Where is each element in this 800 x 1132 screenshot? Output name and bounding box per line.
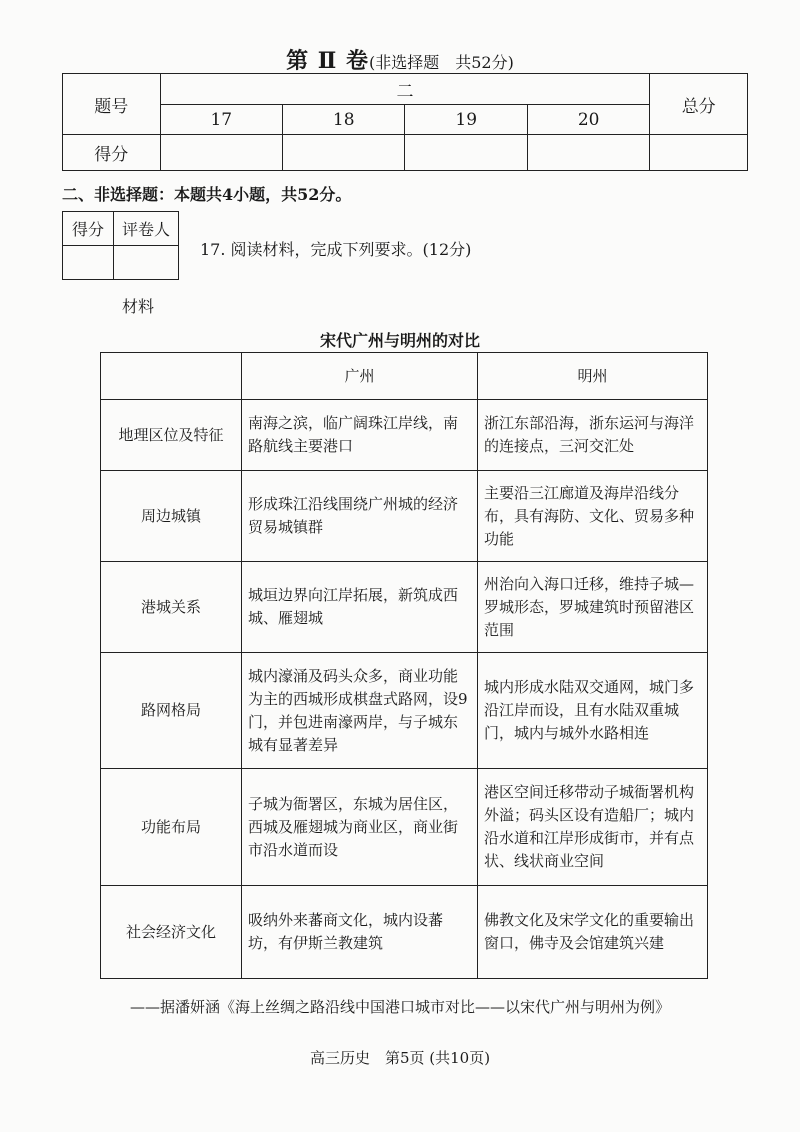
cell-guangzhou: 南海之滨，临广阔珠江岸线，南路航线主要港口 bbox=[242, 400, 478, 471]
grader-score-cell[interactable] bbox=[63, 246, 114, 280]
compare-header-guangzhou: 广州 bbox=[242, 353, 478, 400]
page-footer: 高三历史 第5页 (共10页) bbox=[309, 1049, 491, 1067]
score-cell-total[interactable] bbox=[650, 135, 748, 171]
material-label: 材料 bbox=[122, 297, 155, 316]
source-citation: ——据潘妍涵《海上丝绸之路沿线中国港口城市对比——以宋代广州与明州为例》 bbox=[129, 998, 670, 1016]
row-label: 周边城镇 bbox=[101, 471, 242, 562]
question-17: 17. 阅读材料，完成下列要求。(12分) bbox=[200, 240, 472, 259]
score-cell[interactable] bbox=[527, 135, 649, 171]
score-table-score-label: 得分 bbox=[63, 135, 161, 171]
score-table-total-label: 总分 bbox=[650, 74, 748, 135]
cell-mingzhou: 州治向入海口迁移，维持子城—罗城形态，罗城建筑时预留港区范围 bbox=[478, 562, 708, 653]
row-label: 地理区位及特征 bbox=[101, 400, 242, 471]
score-table-part: 二 bbox=[160, 74, 650, 105]
grader-box-score-label: 得分 bbox=[63, 212, 114, 246]
row-label: 社会经济文化 bbox=[101, 886, 242, 979]
cell-guangzhou: 形成珠江沿线围绕广州城的经济贸易城镇群 bbox=[242, 471, 478, 562]
score-table-question: 17 bbox=[160, 105, 282, 135]
grader-name-cell[interactable] bbox=[114, 246, 179, 280]
score-cell[interactable] bbox=[405, 135, 527, 171]
cell-guangzhou: 吸纳外来蕃商文化，城内设蕃坊，有伊斯兰教建筑 bbox=[242, 886, 478, 979]
cell-guangzhou: 子城为衙署区，东城为居住区，西城及雁翅城为商业区，商业街市沿水道而设 bbox=[242, 769, 478, 886]
score-table-question: 20 bbox=[527, 105, 649, 135]
compare-table bbox=[100, 352, 708, 979]
section-subtitle: (非选择题 共52分) bbox=[369, 53, 514, 72]
cell-mingzhou: 主要沿三江廊道及海岸沿线分布，具有海防、文化、贸易多种功能 bbox=[478, 471, 708, 562]
section-title bbox=[0, 44, 800, 75]
compare-table-title: 宋代广州与明州的对比 bbox=[319, 331, 480, 350]
score-cell[interactable] bbox=[283, 135, 405, 171]
section-title-text: 第 Ⅱ 卷 bbox=[286, 48, 369, 74]
cell-mingzhou: 城内形成水陆双交通网，城门多沿江岸而设，且有水陆双重城门，城内与城外水路相连 bbox=[478, 653, 708, 769]
section-header: 二、非选择题：本题共4小题，共52分。 bbox=[62, 185, 352, 204]
row-label: 港城关系 bbox=[101, 562, 242, 653]
cell-mingzhou: 浙江东部沿海，浙东运河与海洋的连接点，三河交汇处 bbox=[478, 400, 708, 471]
row-label: 路网格局 bbox=[101, 653, 242, 769]
score-table-question: 18 bbox=[283, 105, 405, 135]
cell-guangzhou: 城内濠涌及码头众多，商业功能为主的西城形成棋盘式路网，设9门，并包进南濠两岸，与子城东城有显著差异 bbox=[242, 653, 478, 769]
grader-box bbox=[62, 211, 179, 280]
score-table-question: 19 bbox=[405, 105, 527, 135]
score-table-number-label: 题号 bbox=[63, 74, 161, 135]
row-label: 功能布局 bbox=[101, 769, 242, 886]
score-table bbox=[62, 73, 748, 171]
cell-guangzhou: 城垣边界向江岸拓展，新筑成西城、雁翅城 bbox=[242, 562, 478, 653]
score-cell[interactable] bbox=[160, 135, 282, 171]
compare-table-corner bbox=[101, 353, 242, 400]
compare-header-mingzhou: 明州 bbox=[478, 353, 708, 400]
grader-box-grader-label: 评卷人 bbox=[114, 212, 179, 246]
cell-mingzhou: 佛教文化及宋学文化的重要输出窗口，佛寺及会馆建筑兴建 bbox=[478, 886, 708, 979]
cell-mingzhou: 港区空间迁移带动子城衙署机构外溢；码头区设有造船厂；城内沿水道和江岸形成街市，并有点状、线状商业空间 bbox=[478, 769, 708, 886]
